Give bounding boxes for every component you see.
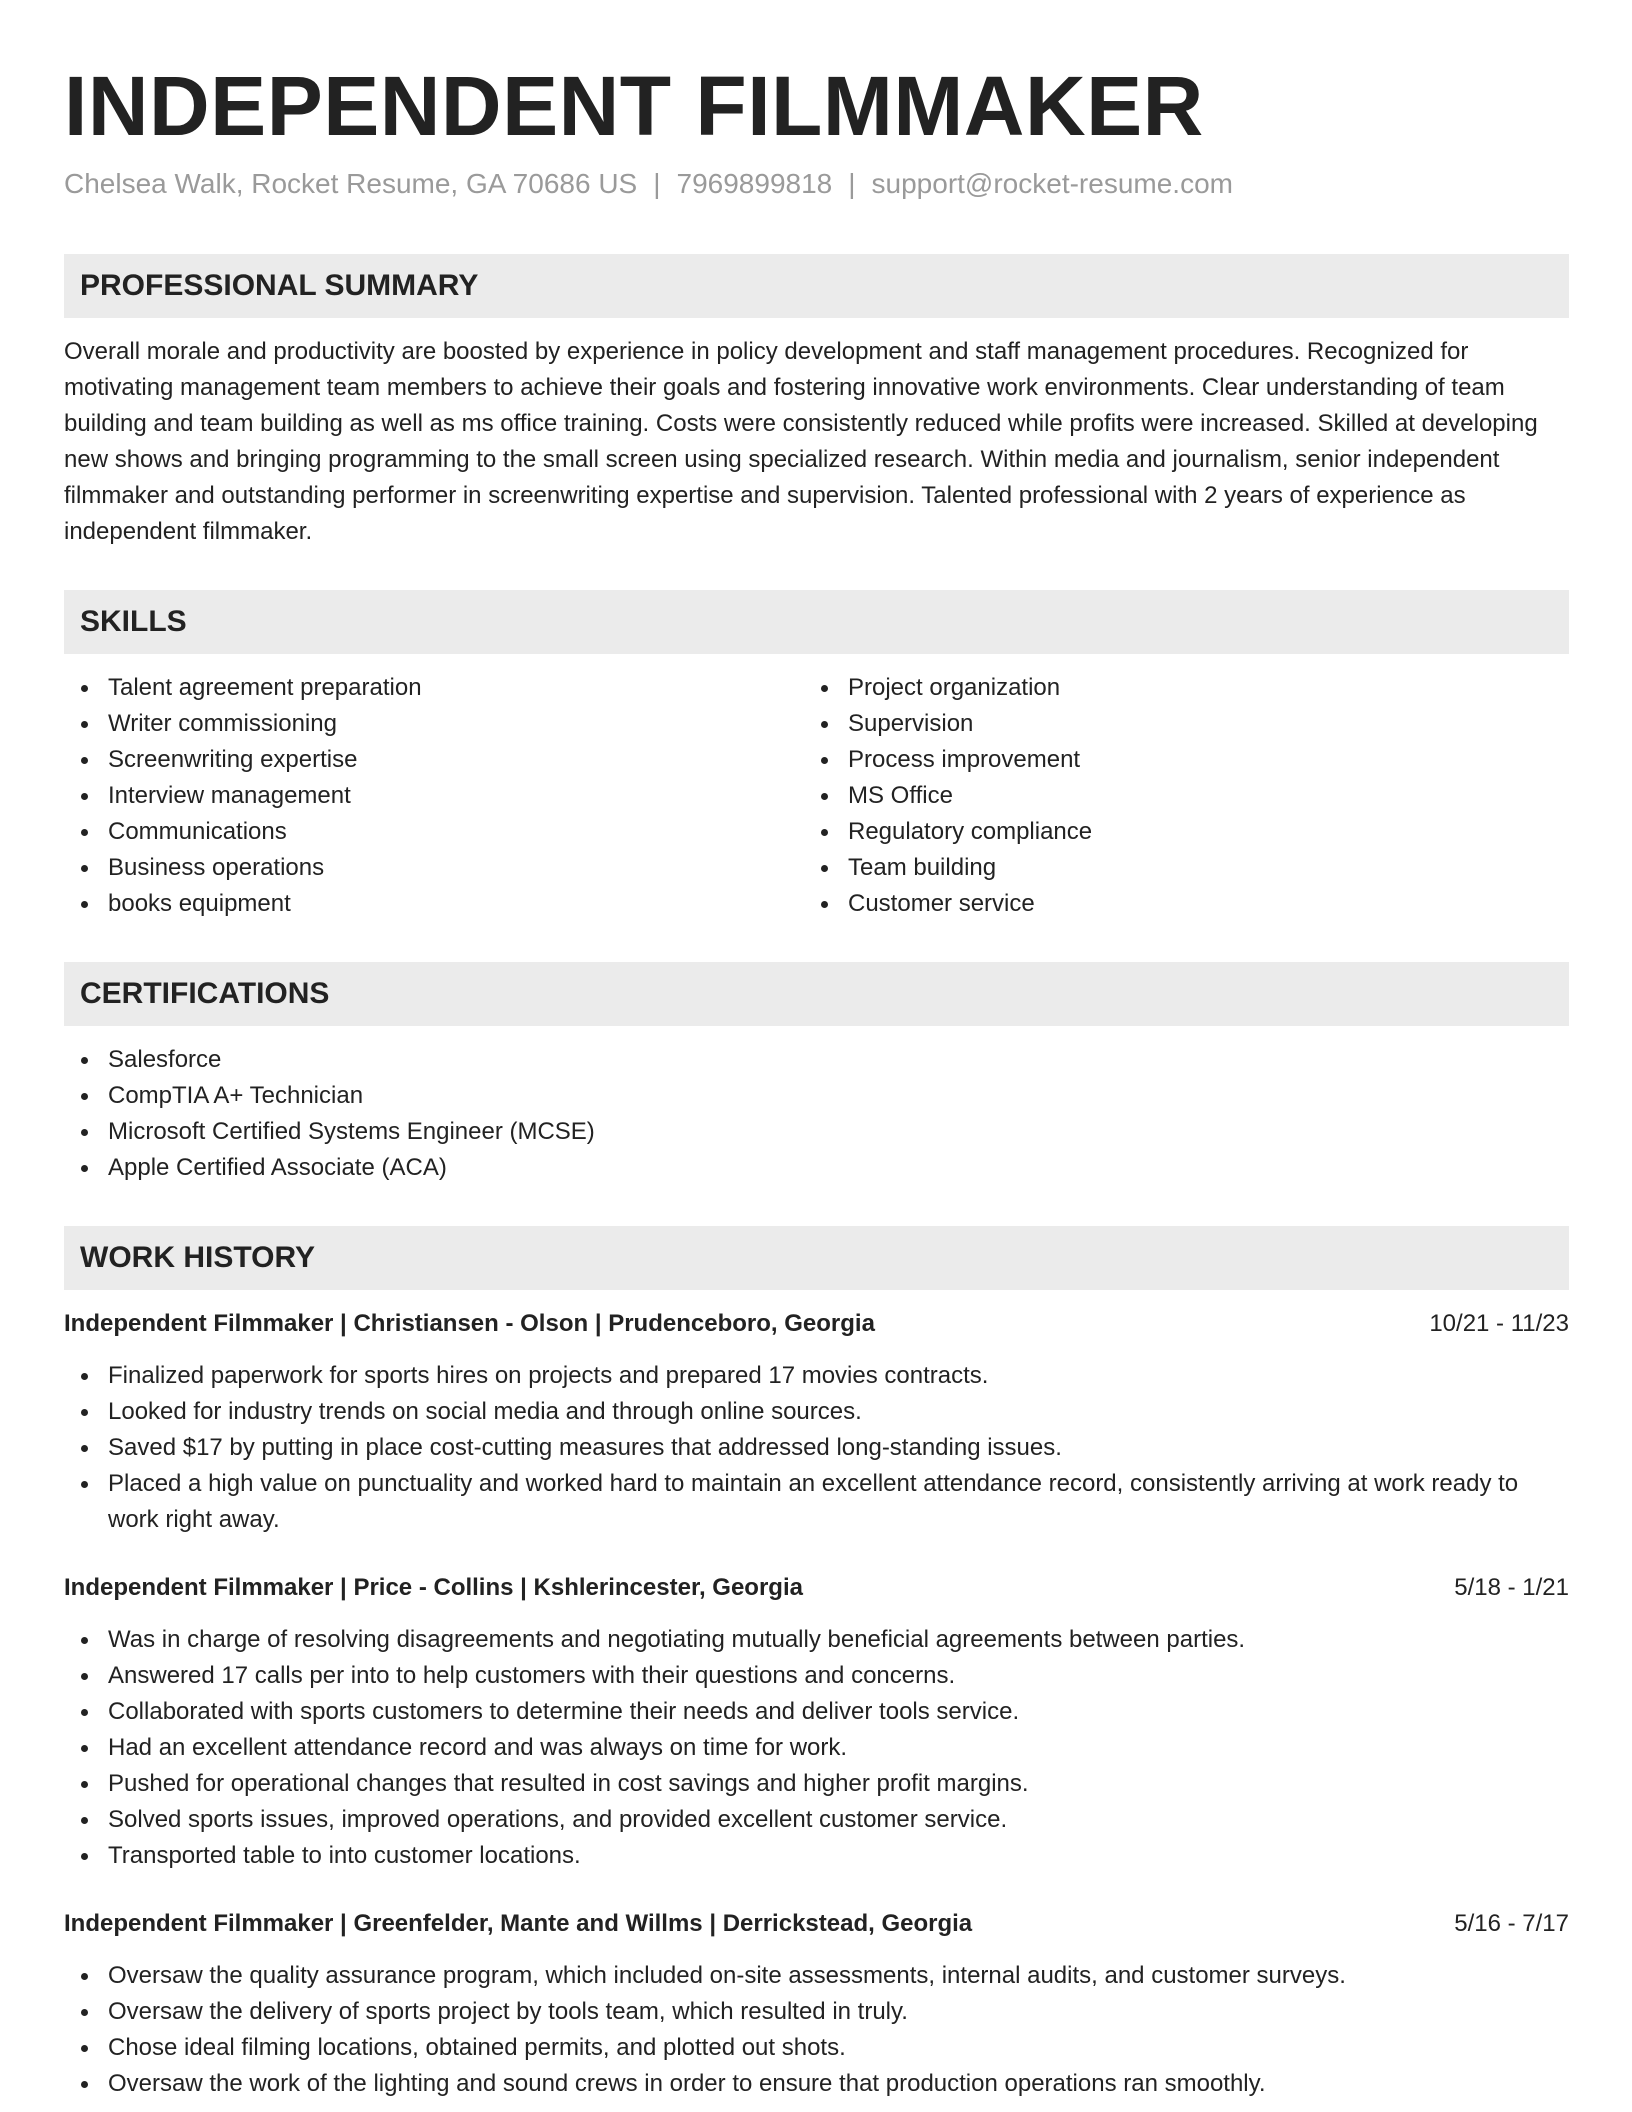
skills-left-list — [64, 670, 804, 922]
section-heading-certifications: CERTIFICATIONS — [64, 962, 1569, 1026]
skill-item: Supervision — [804, 706, 1569, 742]
skill-item: Screenwriting expertise — [64, 742, 804, 778]
certifications-list — [64, 1042, 1569, 1186]
job-bullet: Oversaw the delivery of sports project by tools team, which resulted in truly. — [64, 1994, 1569, 2030]
skill-item: Business operations — [64, 850, 804, 886]
job-header — [64, 1570, 1569, 1606]
skill-item: Interview management — [64, 778, 804, 814]
job-entry — [64, 1306, 1569, 1538]
job-dates: 5/18 - 1/21 — [1454, 1574, 1569, 1601]
job-bullet: Transported table to into customer locations. — [64, 1838, 1569, 1874]
skill-item: Talent agreement preparation — [64, 670, 804, 706]
skill-item: Regulatory compliance — [804, 814, 1569, 850]
work-history-list — [64, 1306, 1569, 2102]
skill-item: books equipment — [64, 886, 804, 922]
job-bullet: Had an excellent attendance record and was always on time for work. — [64, 1730, 1569, 1766]
job-bullet: Finalized paperwork for sports hires on projects and prepared 17 movies contracts. — [64, 1358, 1569, 1394]
skill-item: Process improvement — [804, 742, 1569, 778]
skills-list — [64, 670, 1569, 922]
skills-column-left — [64, 670, 804, 922]
job-bullet: Chose ideal filming locations, obtained permits, and plotted out shots. — [64, 2030, 1569, 2066]
job-title: Independent Filmmaker | Price - Collins | Kshlerincester, Georgia — [64, 1574, 803, 1601]
job-entry — [64, 1906, 1569, 2102]
section-heading-skills: SKILLS — [64, 590, 1569, 654]
job-bullet: Solved sports issues, improved operations, and provided excellent customer service. — [64, 1802, 1569, 1838]
certification-item: CompTIA A+ Technician — [64, 1078, 1569, 1114]
contact-email[interactable]: support@rocket-resume.com — [871, 168, 1233, 199]
job-bullet: Placed a high value on punctuality and worked hard to maintain an excellent attendance record, consistently arriving at work ready to work right away. — [64, 1466, 1569, 1538]
contact-phone: 7969899818 — [676, 168, 833, 199]
certification-item: Microsoft Certified Systems Engineer (MCSE) — [64, 1114, 1569, 1150]
job-dates: 10/21 - 11/23 — [1429, 1310, 1569, 1337]
summary-text: Overall morale and productivity are boosted by experience in policy development and staff management procedures. Recognized for motivating management team members to achieve their goals and fostering innovative work environments. Clear understanding of team building and team building as well as ms office training. Costs were consistently reduced while profits were increased. Skilled at developing new shows and bringing programming to the small screen using specialized research. Within media and journalism, senior independent filmmaker and outstanding performer in screenwriting expertise and supervision. Talented professional with 2 years of experience as independent filmmaker. — [64, 338, 1538, 545]
job-dates: 5/16 - 7/17 — [1454, 1910, 1569, 1937]
contact-line — [64, 164, 1569, 204]
job-title: Independent Filmmaker | Greenfelder, Mante and Willms | Derrickstead, Georgia — [64, 1910, 973, 1937]
certification-item: Apple Certified Associate (ACA) — [64, 1150, 1569, 1186]
job-bullets — [64, 1958, 1569, 2102]
skill-item: MS Office — [804, 778, 1569, 814]
job-title: Independent Filmmaker | Christiansen - Olson | Prudenceboro, Georgia — [64, 1310, 875, 1337]
section-heading-summary: PROFESSIONAL SUMMARY — [64, 254, 1569, 318]
skills-right-list — [804, 670, 1569, 922]
job-bullet: Oversaw the work of the lighting and sound crews in order to ensure that production operations ran smoothly. — [64, 2066, 1569, 2102]
job-bullet: Saved $17 by putting in place cost-cutting measures that addressed long-standing issues. — [64, 1430, 1569, 1466]
job-bullet: Pushed for operational changes that resulted in cost savings and higher profit margins. — [64, 1766, 1569, 1802]
job-bullet: Looked for industry trends on social media and through online sources. — [64, 1394, 1569, 1430]
job-entry — [64, 1570, 1569, 1874]
skill-item: Writer commissioning — [64, 706, 804, 742]
job-bullet: Collaborated with sports customers to determine their needs and deliver tools service. — [64, 1694, 1569, 1730]
skill-item: Customer service — [804, 886, 1569, 922]
section-heading-work-history: WORK HISTORY — [64, 1226, 1569, 1290]
job-bullet: Oversaw the quality assurance program, which included on-site assessments, internal audits, and customer surveys. — [64, 1958, 1569, 1994]
skill-item: Team building — [804, 850, 1569, 886]
contact-address: Chelsea Walk, Rocket Resume, GA 70686 US — [64, 168, 638, 199]
job-bullets — [64, 1358, 1569, 1538]
job-header — [64, 1306, 1569, 1342]
job-bullet: Was in charge of resolving disagreements and negotiating mutually beneficial agreements between parties. — [64, 1622, 1569, 1658]
candidate-name: INDEPENDENT FILMMAKER — [64, 59, 1204, 153]
job-bullets — [64, 1622, 1569, 1874]
skill-item: Communications — [64, 814, 804, 850]
skills-column-right — [804, 670, 1569, 922]
certification-item: Salesforce — [64, 1042, 1569, 1078]
job-bullet: Answered 17 calls per into to help customers with their questions and concerns. — [64, 1658, 1569, 1694]
skill-item: Project organization — [804, 670, 1569, 706]
contact-separator: | — [653, 168, 661, 199]
job-header — [64, 1906, 1569, 1942]
contact-separator: | — [848, 168, 856, 199]
